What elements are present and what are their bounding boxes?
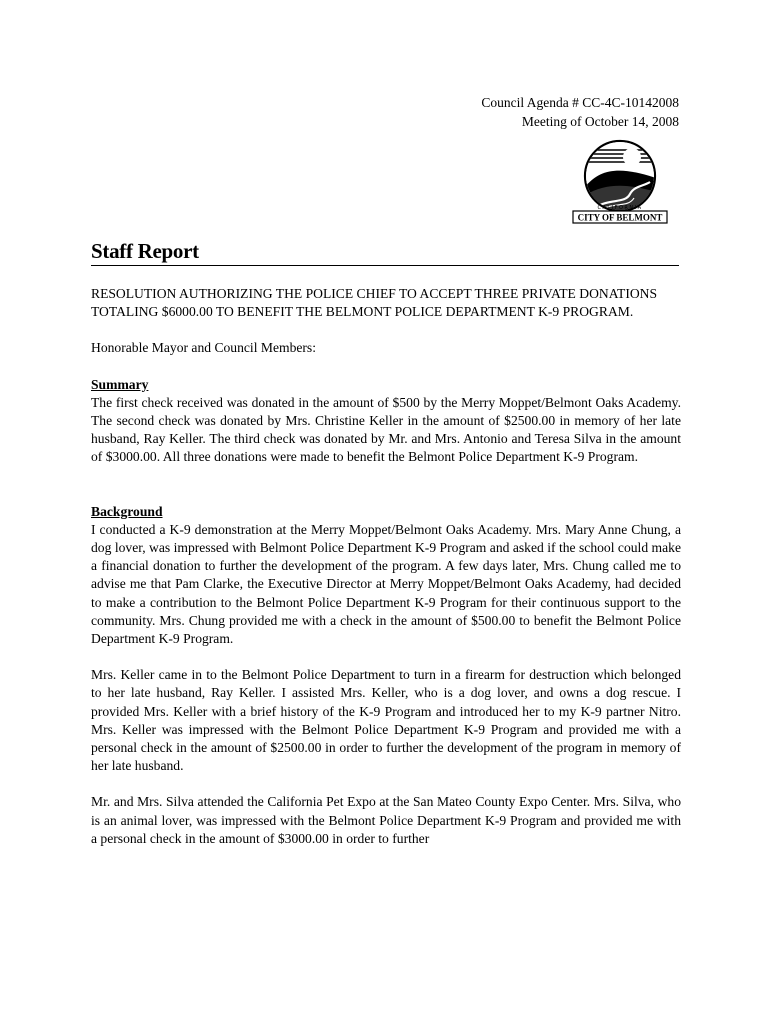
summary-heading: Summary [91, 376, 149, 392]
background-heading: Background [91, 503, 163, 519]
salutation: Honorable Mayor and Council Members: [91, 340, 317, 356]
agenda-header [481, 93, 679, 131]
report-body [91, 285, 681, 848]
seal-city-text: CITY OF BELMONT [577, 212, 663, 223]
page-title: Staff Report [91, 238, 679, 266]
summary-paragraph: The first check received was donated in the amount of $500 by the Merry Moppet/Belmont Oaks Academy. The second check was donated by Mrs. Christine Keller in the amount of $2500.00 in memory of her late husband, Ray Keller. The third check was donated by Mr. and Mrs. Antonio and Teresa Silva in the amount of $3000.00. All three donations were made to benefit the Belmont Police Department K-9 Program. [91, 394, 681, 465]
background-paragraph-3: Mr. and Mrs. Silva attended the California Pet Expo at the San Mateo County Expo Center. Mrs. Silva, who is an animal lover, was impressed with the Belmont Police Department K-9 Program and provided me with a personal check in the amount of $3000.00 in order to further [91, 794, 681, 846]
agenda-number: Council Agenda # CC-4C-10142008 [481, 95, 679, 110]
seal-state-text: CALIFORNIA [597, 205, 643, 211]
background-paragraph-1: I conducted a K-9 demonstration at the Merry Moppet/Belmont Oaks Academy. Mrs. Mary Anne Chung, a dog lover, was impressed with Belmont Police Department K-9 Program and asked if the school could make a financial donation to further the development of the program. A few days later, Mrs. Chung called me to advise me that Pam Clarke, the Executive Director at Merry Moppet/Belmont Oaks Academy, had decided to make a contribution to the Belmont Police Department K-9 Program for their continuous support to the community. Mrs. Chung provided me with a check in the amount of $500.00 to benefit the Belmont Police Department K-9 Program. [91, 521, 681, 647]
resolution-subject: RESOLUTION AUTHORIZING THE POLICE CHIEF TO ACCEPT THREE PRIVATE DONATIONS TOTALING $6000.00 TO BENEFIT THE BELMONT POLICE DEPARTMENT K-9 PROGRAM. [91, 286, 658, 320]
meeting-date: Meeting of October 14, 2008 [521, 114, 679, 129]
background-paragraph-2: Mrs. Keller came in to the Belmont Police Department to turn in a firearm for destruction which belonged to her late husband, Ray Keller. I assisted Mrs. Keller, who is a dog lover, and owns a dog rescue. I provided Mrs. Keller with a brief history of the K-9 Program and introduced her to my K-9 partner Nitro. Mrs. Keller was impressed with the Belmont Police Department K-9 Program and provided me with a personal check in the amount of $2500.00 in order to further the development of the program in memory of her late husband. [91, 667, 681, 774]
city-of-belmont-seal [570, 138, 670, 224]
